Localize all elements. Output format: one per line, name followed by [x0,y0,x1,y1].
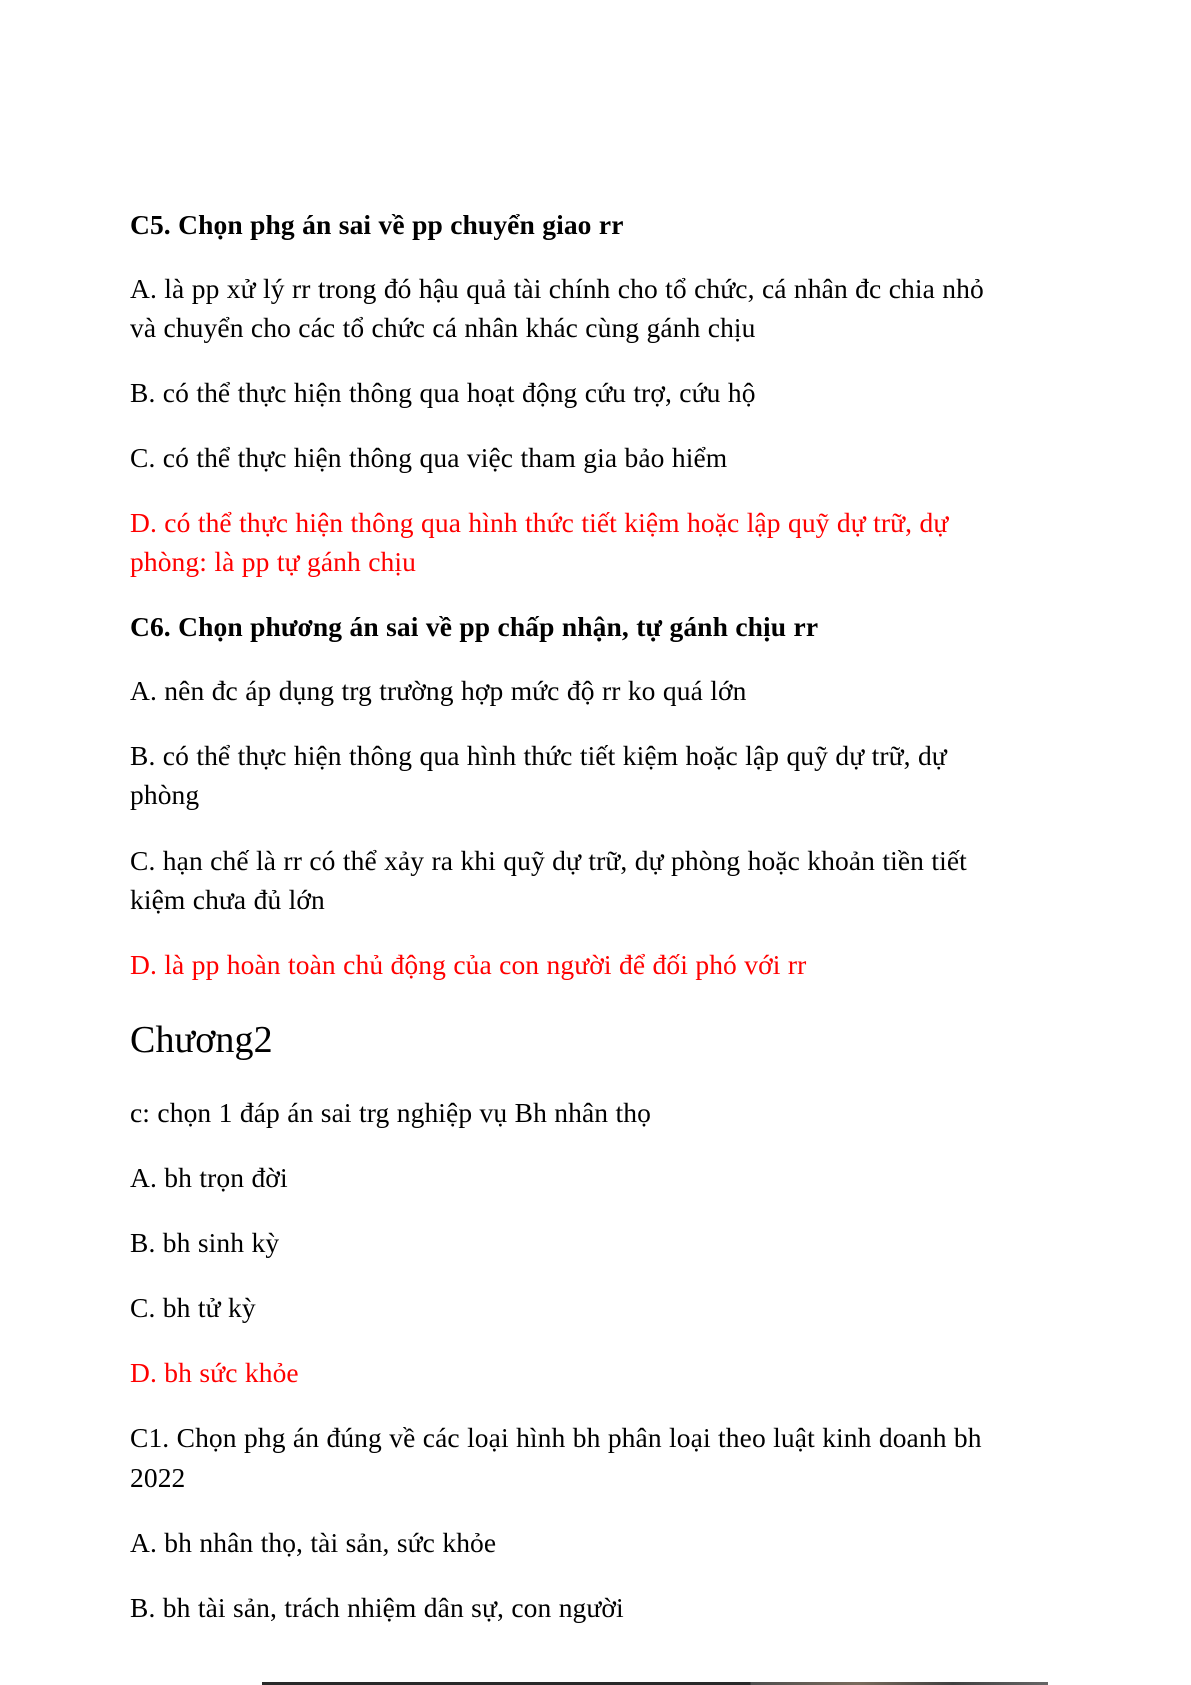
answer-option-c6-d: D. là pp hoàn toàn chủ động của con người để đối phó với rr [130,948,807,980]
answer-option-c5-d: D. có thể thực hiện thông qua hình thức tiết kiệm hoặc lập quỹ dự trữ, dự phòng: là pp tự gánh chịu [130,507,949,578]
answer-option-c5-c: C. có thể thực hiện thông qua việc tham gia bảo hiểm [130,442,728,474]
answer-option-ch2-d: D. bh sức khỏe [130,1357,299,1389]
answer-option-c6-a: A. nên đc áp dụng trg trường hợp mức độ rr ko quá lớn [130,675,747,707]
question-heading-c6: C6. Chọn phương án sai về pp chấp nhận, tự gánh chịu rr [130,611,819,643]
question-heading-c5: C5. Chọn phg án sai về pp chuyển giao rr [130,209,624,240]
answer-option-ch2-a: A. bh trọn đời [130,1162,288,1194]
answer-option-c6-c: C. hạn chế là rr có thể xảy ra khi quỹ dự trữ, dự phòng hoặc khoản tiền tiết kiệm chưa đủ lớn [130,844,967,915]
question-text-ch2-intro: c: chọn 1 đáp án sai trg nghiệp vụ Bh nhân thọ [130,1097,651,1129]
question-text-c1: C1. Chọn phg án đúng về các loại hình bh phân loại theo luật kinh doanh bh 2022 [130,1422,982,1493]
chapter-heading-chuong2: Chương2 [130,1018,273,1061]
answer-option-c1-b: B. bh tài sản, trách nhiệm dân sự, con người [130,1591,624,1623]
answer-option-c5-a: A. là pp xử lý rr trong đó hậu quả tài chính cho tổ chức, cá nhân đc chia nhỏ và chuyển cho các tổ chức cá nhân khác cùng gánh chịu [130,273,984,344]
answer-option-ch2-b: B. bh sinh kỳ [130,1227,280,1259]
answer-option-c1-a: A. bh nhân thọ, tài sản, sức khỏe [130,1526,497,1558]
answer-option-ch2-c: C. bh tử kỳ [130,1292,256,1324]
answer-option-c5-b: B. có thể thực hiện thông qua hoạt động cứu trợ, cứu hộ [130,377,756,409]
answer-option-c6-b: B. có thể thực hiện thông qua hình thức tiết kiệm hoặc lập quỹ dự trữ, dự phòng [130,740,947,811]
document-body [130,205,990,1653]
